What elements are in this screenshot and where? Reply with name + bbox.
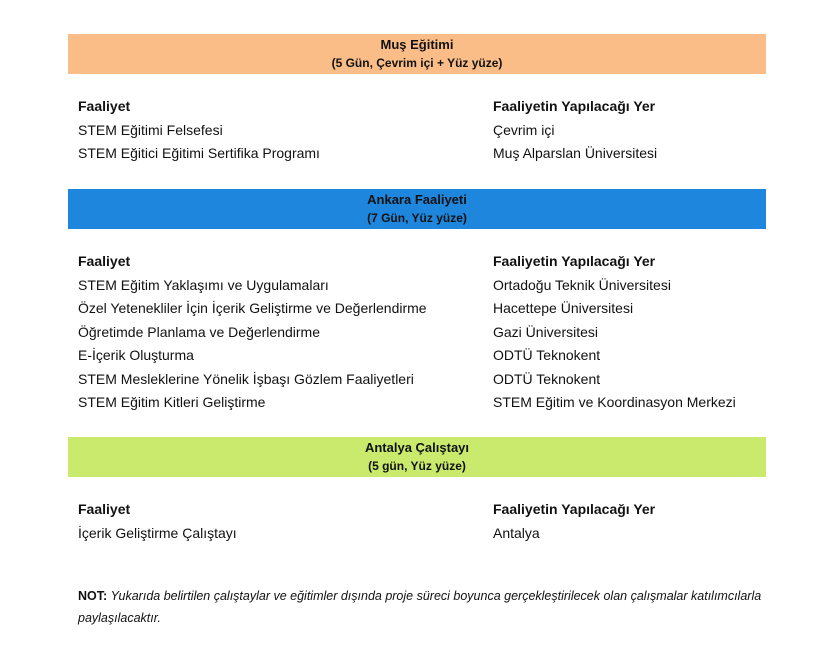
note-text: Yukarıda belirtilen çalıştaylar ve eğitimler dışında proje süreci boyunca gerçekleştirilecek olan çalışmalar katılımcılarla paylaşılacaktır. [78, 589, 762, 625]
table-header-row [78, 250, 778, 274]
location-cell: Çevrim içi [493, 121, 555, 138]
column-header-activity: Faaliyet [78, 98, 131, 114]
column-header-location: Faaliyetin Yapılacağı Yer [493, 253, 656, 269]
activity-cell: STEM Mesleklerine Yönelik İşbaşı Gözlem Faaliyetleri [78, 370, 414, 387]
activity-cell: STEM Eğitici Eğitimi Sertifika Programı [78, 145, 320, 161]
note-label: NOT: [78, 589, 108, 603]
location-cell: Antalya [493, 524, 540, 541]
location-cell: Muş Alparslan Üniversitesi [493, 145, 658, 161]
activity-cell: Özel Yetenekliler İçin İçerik Geliştirme ve Değerlendirme [78, 300, 427, 316]
activity-table-ankara [78, 250, 778, 415]
footnote [78, 585, 768, 629]
table-row [78, 344, 778, 368]
activity-cell: STEM Eğitim Kitleri Geliştirme [78, 394, 266, 410]
section-title: Antalya Çalıştayı [364, 440, 470, 455]
table-header-row [78, 498, 778, 522]
section-title: Muş Eğitimi [380, 37, 454, 52]
activity-cell: Öğretimde Planlama ve Değerlendirme [78, 323, 320, 340]
activity-cell: STEM Eğitimi Felsefesi [78, 121, 223, 138]
activity-cell: STEM Eğitim Yaklaşımı ve Uygulamaları [78, 276, 329, 293]
column-header-location: Faaliyetin Yapılacağı Yer [493, 501, 656, 517]
table-row [78, 522, 778, 546]
table-row [78, 321, 778, 345]
location-cell: ODTÜ Teknokent [493, 370, 601, 387]
section-subtitle: (7 Gün, Yüz yüze) [367, 211, 467, 225]
location-cell: Gazi Üniversitesi [493, 323, 599, 340]
location-cell: Ortadoğu Teknik Üniversitesi [493, 276, 671, 293]
location-cell: Hacettepe Üniversitesi [493, 300, 634, 316]
section-header-mus [68, 34, 766, 74]
table-header-row [78, 95, 778, 119]
column-header-activity: Faaliyet [78, 253, 131, 269]
location-cell: ODTÜ Teknokent [493, 347, 601, 363]
activity-table-mus [78, 95, 778, 166]
section-header-ankara [68, 189, 766, 229]
section-subtitle: (5 gün, Yüz yüze) [368, 459, 466, 473]
section-title: Ankara Faaliyeti [367, 192, 467, 207]
section-subtitle: (5 Gün, Çevrim içi + Yüz yüze) [331, 56, 503, 70]
activity-cell: E-İçerik Oluşturma [78, 347, 194, 363]
location-cell: STEM Eğitim ve Koordinasyon Merkezi [493, 394, 736, 410]
table-row [78, 274, 778, 298]
column-header-activity: Faaliyet [78, 501, 131, 517]
table-row [78, 297, 778, 321]
section-header-antalya [68, 437, 766, 477]
column-header-location: Faaliyetin Yapılacağı Yer [493, 98, 656, 114]
activity-table-antalya [78, 498, 778, 545]
table-row [78, 368, 778, 392]
table-row [78, 119, 778, 143]
table-row [78, 391, 778, 415]
table-row [78, 142, 778, 166]
activity-cell: İçerik Geliştirme Çalıştayı [78, 524, 237, 541]
